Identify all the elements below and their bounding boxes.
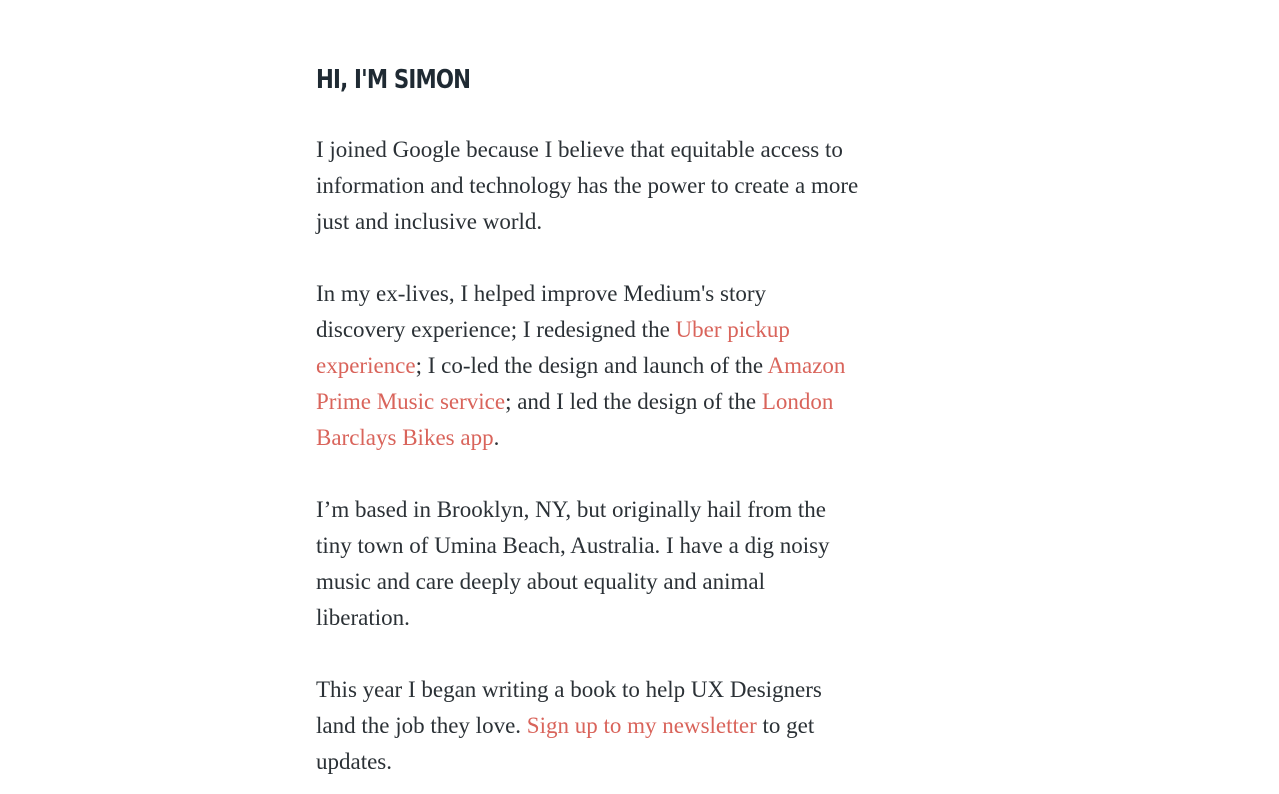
barclays-bikes-link[interactable]: London Barclays Bikes app [316, 389, 834, 450]
experience-text-1: In my ex-lives, I helped improve Medium's story discovery experience; I redesigned the [316, 281, 767, 342]
experience-text-2: ; I co-led the design and launch of the [415, 353, 768, 378]
experience-text-4: . [493, 425, 500, 450]
about-section [316, 60, 861, 780]
book-paragraph [316, 672, 861, 780]
uber-pickup-link[interactable]: Uber pickup experience [316, 317, 790, 378]
experience-paragraph [316, 276, 861, 456]
page-title: HI, I'M SIMON [316, 65, 471, 95]
intro-paragraph [316, 132, 861, 240]
experience-text-3: ; and I led the design of the [505, 389, 762, 414]
location-paragraph [316, 492, 861, 636]
intro-text: I joined Google because I believe that equitable access to information and technology has the power to create a more just and inclusive world. [316, 137, 859, 234]
book-text-1: This year I began writing a book to help UX Designers land the job they love. [316, 677, 822, 738]
amazon-prime-music-link[interactable]: Amazon Prime Music service [316, 353, 846, 414]
location-text: I’m based in Brooklyn, NY, but originally hail from the tiny town of Umina Beach, Australia. I have a dig noisy music and care deeply about equality and animal liberation. [316, 497, 830, 630]
newsletter-link[interactable]: Sign up to my newsletter [526, 713, 757, 738]
book-text-2: to get updates. [316, 713, 815, 774]
